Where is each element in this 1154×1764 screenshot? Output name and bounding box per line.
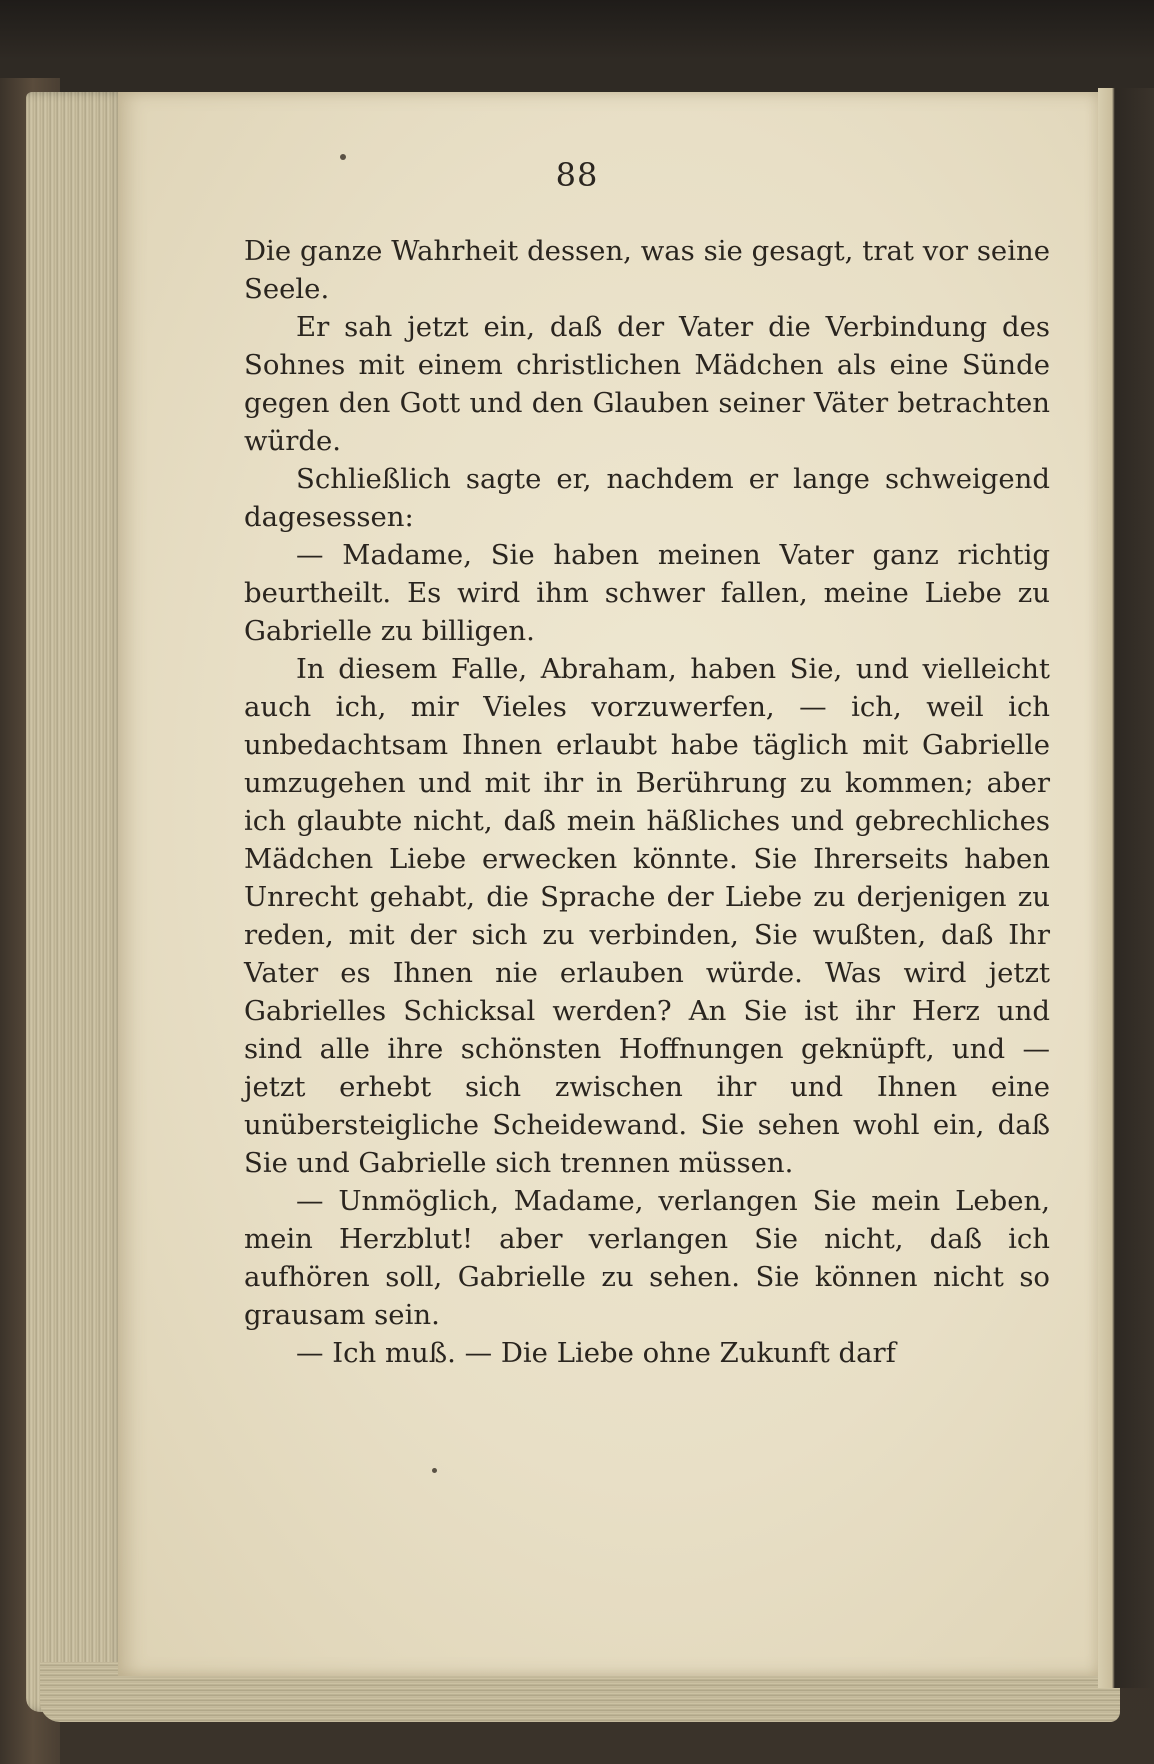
page-number: 88 (555, 156, 599, 194)
book-gutter-right (1098, 88, 1154, 1688)
paragraph: In diesem Falle, Abraham, haben Sie, und vielleicht auch ich, mir Vieles vorzuwerfen, — ich, weil ich unbedachtsam Ihnen erlaubt habe täglich mit Gabrielle umzugehen und mit ihr in Berührung zu kommen; aber ich glaubte nicht, daß mein häßliches und gebrechliches Mädchen Liebe erwecken könnte. Sie Ihrerseits haben Unrecht gehabt, die Sprache der Liebe zu derjenigen zu reden, mit der sich zu verbinden, Sie wußten, daß Ihr Vater es Ihnen nie erlauben würde. Was wird jetzt Gabrielles Schicksal werden? An Sie ist ihr Herz und sind alle ihre schönsten Hoffnungen geknüpft, und — jetzt erhebt sich zwischen ihr und Ihnen eine unübersteigliche Scheidewand. Sie sehen wohl ein, daß Sie und Gabrielle sich trennen müssen. (244, 653, 1050, 1179)
page-stack-left (26, 92, 126, 1712)
paragraph: — Unmöglich, Madame, verlangen Sie mein Leben, mein Herzblut! aber verlangen Sie nicht, daß ich aufhören soll, Gabrielle zu sehen. Sie können nicht so grausam sein. (244, 1185, 1050, 1331)
paragraph: — Madame, Sie haben meinen Vater ganz richtig beurtheilt. Es wird ihm schwer fallen, meine Liebe zu Gabrielle zu billigen. (244, 539, 1050, 647)
ink-speck (432, 1468, 437, 1473)
page-body-text (244, 232, 1050, 1372)
paragraph: Die ganze Wahrheit dessen, was sie gesagt, trat vor seine Seele. (244, 235, 1050, 305)
paragraph: Schließlich sagte er, nachdem er lange schweigend dagesessen: (244, 463, 1050, 533)
paragraph: Er sah jetzt ein, daß der Vater die Verbindung des Sohnes mit einem christlichen Mädchen als eine Sünde gegen den Gott und den Glauben seiner Väter betrachten würde. (244, 311, 1050, 457)
paragraph: — Ich muß. — Die Liebe ohne Zukunft darf (296, 1337, 896, 1369)
